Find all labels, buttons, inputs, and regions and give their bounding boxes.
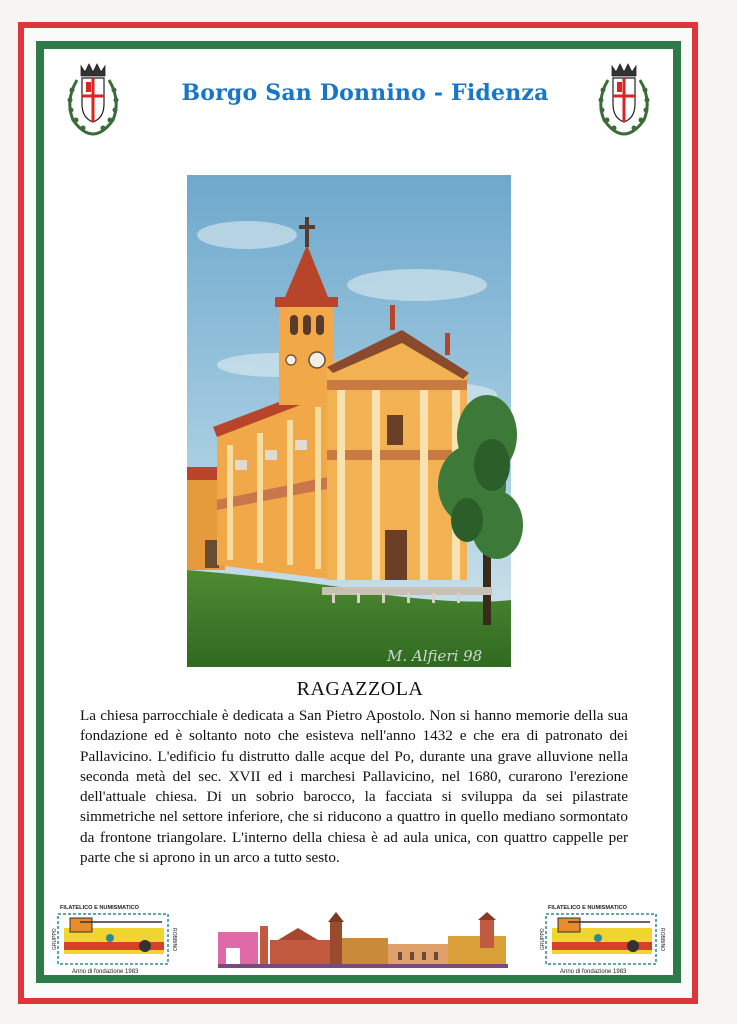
badge-side-right-label: ROBBINO — [659, 928, 665, 952]
badge-top-label: FILATELICO E NUMISMATICO — [60, 905, 140, 911]
page-title: Borgo San Donnino - Fidenza — [181, 80, 549, 106]
badge-top-label: FILATELICO E NUMISMATICO — [548, 905, 628, 911]
badge-bottom-label: Anno di fondazione 1983 — [560, 969, 627, 975]
article-body: La chiesa parrocchiale è dedicata a San Pietro Apostolo. Non si hanno memorie della sua fondazione ed è soltanto noto che esisteva nell'anno 1432 e che era di patronato dei Pallavicino. L'edificio fu distrutto dalle acque del Po, durante una grave alluvione nella seconda metà del sec. XVII ed i marchesi Pallavicino, nel 1680, curarono l'erezione dell'attuale chiesa. Di un sobrio barocco, la facciata si sviluppa da sei pilastrate simmetriche nel settore inferiore, che si riducono a quattro in quello mediano sormontato da frontone triangolare. L'interno della chiesa è ad aula unica, con quattro cappelle per parte che si aprono in un arco a tutto sesto. — [80, 707, 628, 867]
badge-bottom-label: Anno di fondazione 1983 — [72, 969, 139, 975]
philatelic-badge-right — [538, 902, 664, 976]
article-heading: RAGAZZOLA — [296, 678, 424, 700]
badge-side-right-label: ROBBINO — [171, 928, 177, 952]
badge-side-left-label: GRUPPO — [540, 928, 546, 950]
badge-side-left-label: GRUPPO — [52, 928, 58, 950]
church-painting — [187, 175, 511, 667]
philatelic-badge-left — [50, 902, 176, 976]
painting-signature: M. Alfieri 98 — [387, 647, 483, 665]
coat-of-arms-right-icon — [594, 60, 654, 138]
coat-of-arms-left-icon — [63, 60, 123, 138]
town-skyline-icon — [218, 912, 508, 970]
